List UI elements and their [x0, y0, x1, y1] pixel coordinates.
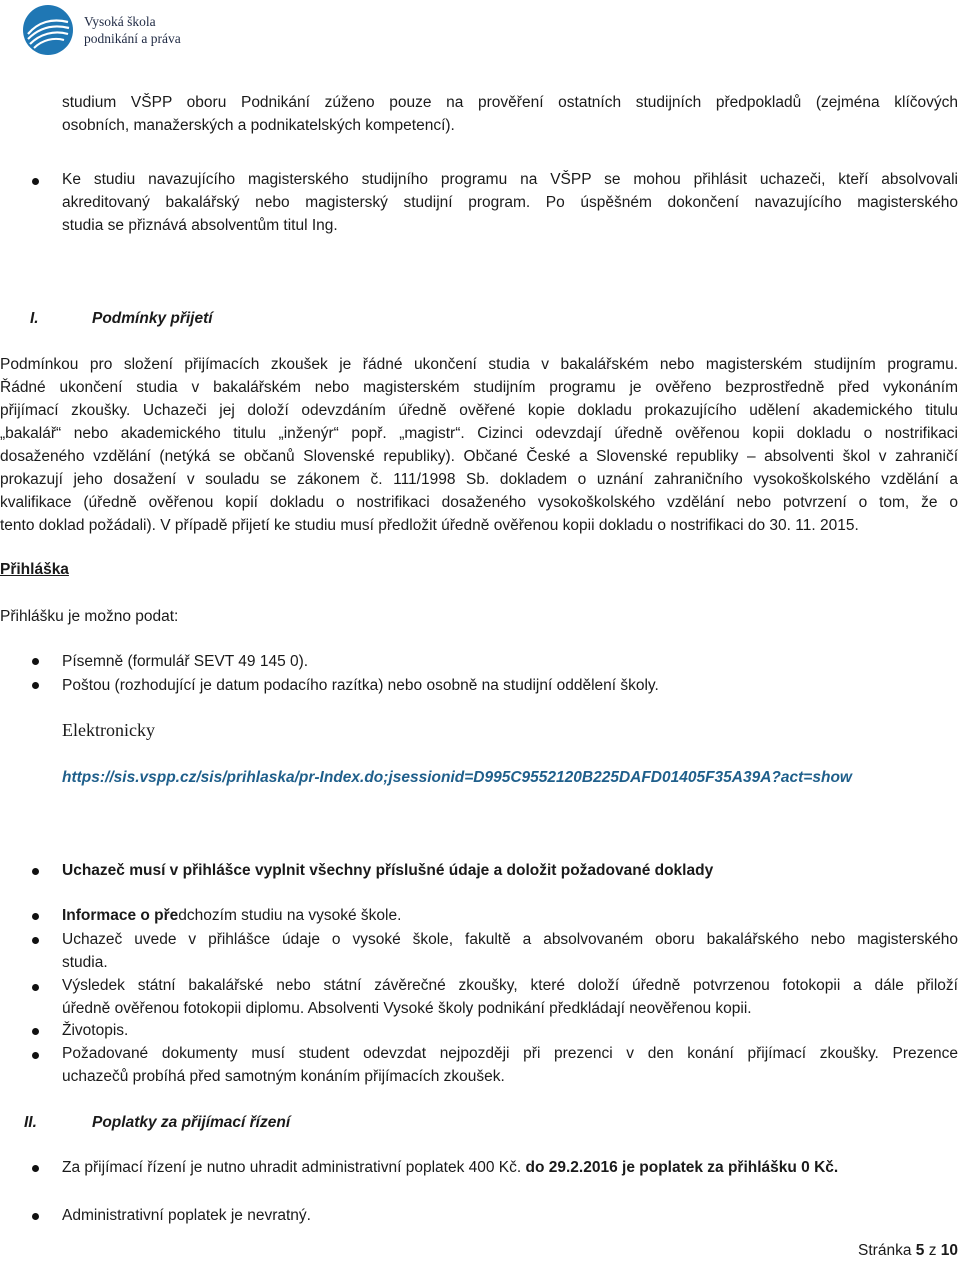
list-item — [62, 168, 958, 237]
bullet-icon — [32, 1213, 39, 1220]
prihlaska-intro: Přihlášku je možno podat: — [0, 608, 179, 625]
page-current: 5 — [915, 1242, 925, 1259]
section-title: Podmínky přijetí — [92, 310, 213, 327]
list-item: Poštou (rozhodující je datum podacího razítka) nebo osobně na studijní oddělení školy. — [62, 677, 659, 694]
bullet-icon — [32, 1028, 39, 1035]
requirements-heading: Uchazeč musí v přihlášce vyplnit všechny příslušné údaje a doložit požadované doklady — [62, 862, 714, 879]
text-line: přijímací zkoušky. Uchazeči jej doloží odevzdáním úředně ověřené kopie dokladu prokazujícího udělení akademického titulu — [0, 402, 958, 419]
header-logo — [22, 4, 181, 56]
bullet-icon — [32, 868, 39, 875]
page-label: Stránka — [858, 1242, 912, 1259]
text-line: kvalifikace (úředně ověřenou kopií dokladu o nostrifikaci dosaženého vysokoškolského vzdělání nebo potvrzení o tom, že o — [0, 494, 958, 511]
list-item: Administrativní poplatek je nevratný. — [62, 1207, 311, 1224]
list-item — [62, 1156, 838, 1179]
list-item — [62, 904, 401, 927]
text-line: uchazečů probíhá před samotným konáním přijímacích zkoušek. — [62, 1068, 505, 1085]
list-item — [62, 1042, 958, 1088]
bullet-icon — [32, 1165, 39, 1172]
text-line: tento doklad požádali). V případě přijetí ke studiu musí předložit úředně ověřenou kopii dokladu o nostrifikaci do 30. 11. 2015. — [0, 517, 859, 534]
page-of: z — [928, 1242, 937, 1259]
text-line: Uchazeč uvede v přihlášce údaje o vysoké škole, fakultě a absolvovaném oboru bakalářského nebo magisterského — [62, 931, 958, 948]
list-item-text: dchozím studiu na vysoké škole. — [178, 907, 402, 924]
section-number: I. — [30, 310, 39, 327]
bullet-icon — [32, 658, 39, 665]
fee-bold-text: do 29.2.2016 je poplatek za přihlášku 0 Kč. — [525, 1159, 839, 1176]
text-line: prokazují jeho dosažení v souladu se zákonem č. 111/1998 Sb. dokladem o uznání zahraničního vysokoškolského vzdělání a — [0, 471, 958, 488]
text-line: Výsledek státní bakalářské nebo státní závěrečné zkoušky, které doloží úředně potvrzenou fotokopii a dále přiloží — [62, 977, 958, 994]
school-logo-icon — [22, 4, 74, 56]
fee-text: Za přijímací řízení je nutno uhradit administrativní poplatek 400 Kč. — [62, 1159, 522, 1176]
text-line: osobních, manažerských a podnikatelských kompetencí). — [62, 117, 455, 134]
school-name — [84, 13, 181, 47]
application-link[interactable]: https://sis.vspp.cz/sis/prihlaska/pr-Index.do;jsessionid=D995C9552120B225DAFD01405F35A39A?act=show — [62, 769, 852, 786]
text-line: Podmínkou pro složení přijímacích zkoušek je řádné ukončení studia v bakalářském nebo magisterském studijním programu. — [0, 356, 958, 373]
page-total: 10 — [940, 1242, 958, 1259]
text-line: Požadované dokumenty musí student odevzdat nejpozději při prezenci v den konání přijímací zkoušky. Prezence — [62, 1045, 958, 1062]
bullet-icon — [32, 913, 39, 920]
list-item-bold: Informace o pře — [62, 907, 179, 924]
school-name-line2: podnikání a práva — [84, 31, 181, 46]
text-line: studia. — [62, 954, 108, 971]
text-line: studia se přiznává absolventům titul Ing. — [62, 217, 338, 234]
school-name-line1: Vysoká škola — [84, 14, 156, 29]
bullet-icon — [32, 937, 39, 944]
bullet-icon — [32, 984, 39, 991]
text-line: úředně ověřenou fotokopii diplomu. Absolventi Vysoké školy podnikání předkládají neověřenou kopii. — [62, 1000, 752, 1017]
electronic-label: Elektronicky — [62, 720, 155, 740]
bullet-icon — [32, 682, 39, 689]
list-item: Písemně (formulář SEVT 49 145 0). — [62, 653, 309, 670]
text-line: akreditovaný bakalářský nebo magisterský studijní program. Po úspěšném dokončení navazujícího magisterského — [62, 194, 958, 211]
prihlaska-heading: Přihláška — [0, 561, 69, 578]
text-line: „bakalář“ nebo akademického titulu „inženýr“ popř. „magistr“. Cizinci odevzdají úředně ověřenou kopii dokladu o nostrifikaci — [0, 425, 958, 442]
bullet-icon — [32, 178, 39, 185]
list-item — [62, 974, 958, 1020]
text-line: dosaženého vzdělání (netýká se občanů Slovenské republiky). Občané České a Slovenské republiky – absolventi škol v zahraničí — [0, 448, 958, 465]
section-title: Poplatky za přijímací řízení — [92, 1114, 291, 1131]
section-number: II. — [24, 1114, 37, 1131]
text-line: Řádné ukončení studia v bakalářském nebo magisterském studijním programu je ověřeno bezprostředně před vykonáním — [0, 379, 958, 396]
list-item: Životopis. — [62, 1022, 129, 1039]
paragraph-continuation — [62, 91, 958, 137]
list-item — [62, 928, 958, 974]
text-line: Ke studiu navazujícího magisterského studijního programu na VŠPP se mohou přihlásit uchazeči, kteří absolvovali — [62, 171, 958, 188]
section-body — [0, 353, 958, 537]
bullet-icon — [32, 1052, 39, 1059]
text-line: studium VŠPP oboru Podnikání zúženo pouze na prověření ostatních studijních předpokladů (zejména klíčových — [62, 94, 958, 111]
